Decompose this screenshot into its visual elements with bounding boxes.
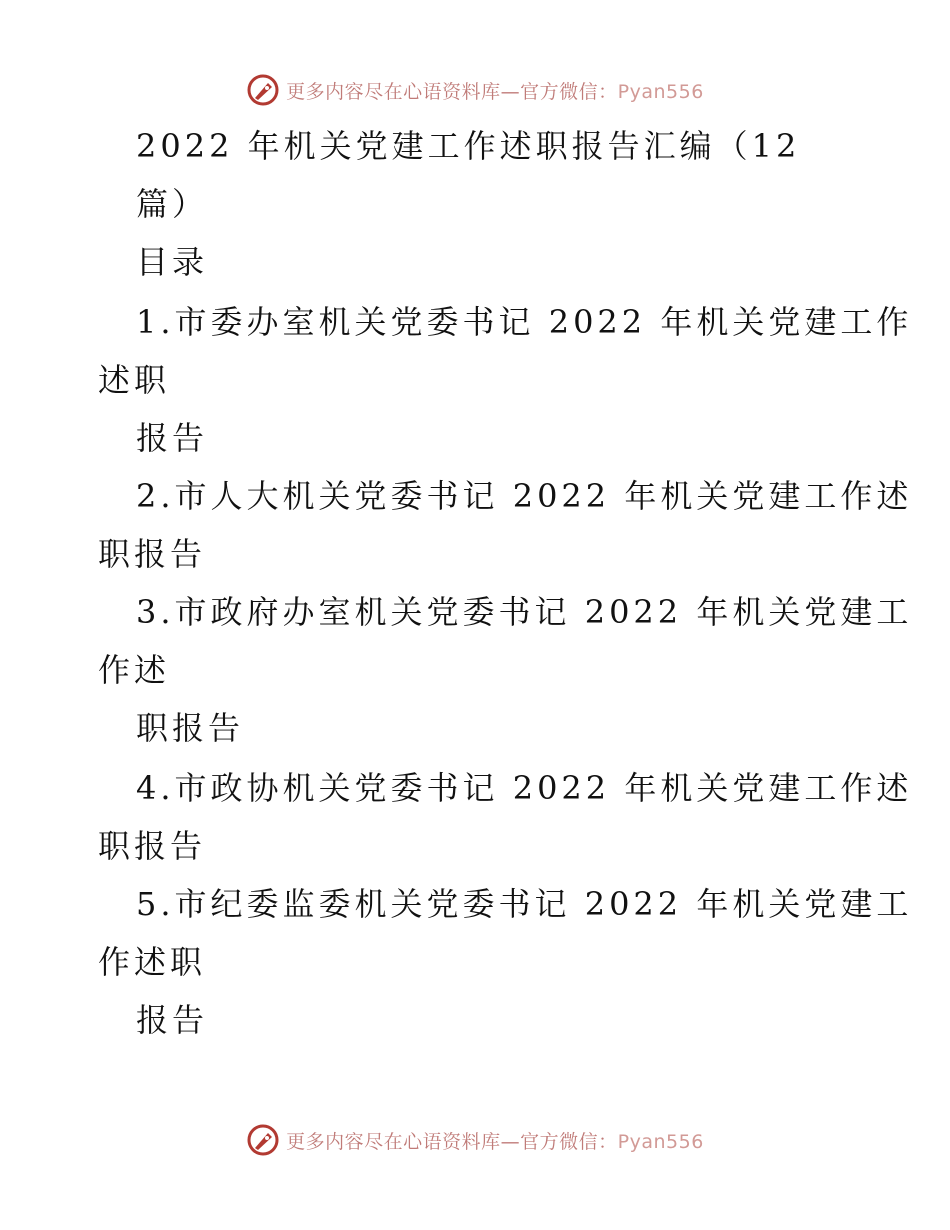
toc-entry-4-line-1: 4.市政协机关党委书记 2022 年机关党建工作述: [136, 769, 913, 807]
watermark-prefix: 更多内容尽在心语资料库—官方微信：: [286, 80, 618, 103]
toc-entry-2-line-1: 2.市人大机关党委书记 2022 年机关党建工作述: [136, 477, 913, 515]
toc-entry-1-line-1: 1.市委办室机关党委书记 2022 年机关党建工作: [136, 303, 913, 341]
toc-heading: 目录: [136, 243, 209, 281]
toc-entry-3-line-3: 职报告: [136, 709, 245, 747]
document-title-line-2: 篇）: [136, 185, 209, 223]
toc-entry-3-line-2: 作述: [98, 651, 171, 689]
toc-entry-5-line-2: 作述职: [98, 943, 207, 981]
toc-entry-1-line-3: 报告: [136, 419, 209, 457]
document-title-line-1: 2022 年机关党建工作述职报告汇编（12: [136, 127, 801, 165]
toc-entry-4-line-2: 职报告: [98, 827, 207, 865]
watermark-id: Pyan556: [617, 80, 704, 103]
toc-entry-1-line-2: 述职: [98, 361, 171, 399]
watermark-header: [0, 70, 950, 110]
pen-nib-logo-icon: [246, 73, 280, 107]
watermark-text: [286, 77, 704, 104]
watermark-text: [286, 1127, 704, 1154]
watermark-id: Pyan556: [617, 1130, 704, 1153]
toc-entry-3-line-1: 3.市政府办室机关党委书记 2022 年机关党建工: [136, 593, 913, 631]
pen-nib-logo-icon: [246, 1123, 280, 1157]
watermark-prefix: 更多内容尽在心语资料库—官方微信：: [286, 1130, 618, 1153]
toc-entry-2-line-2: 职报告: [98, 535, 207, 573]
toc-entry-5-line-3: 报告: [136, 1001, 209, 1039]
toc-entry-5-line-1: 5.市纪委监委机关党委书记 2022 年机关党建工: [136, 885, 913, 923]
watermark-footer: [0, 1120, 950, 1160]
